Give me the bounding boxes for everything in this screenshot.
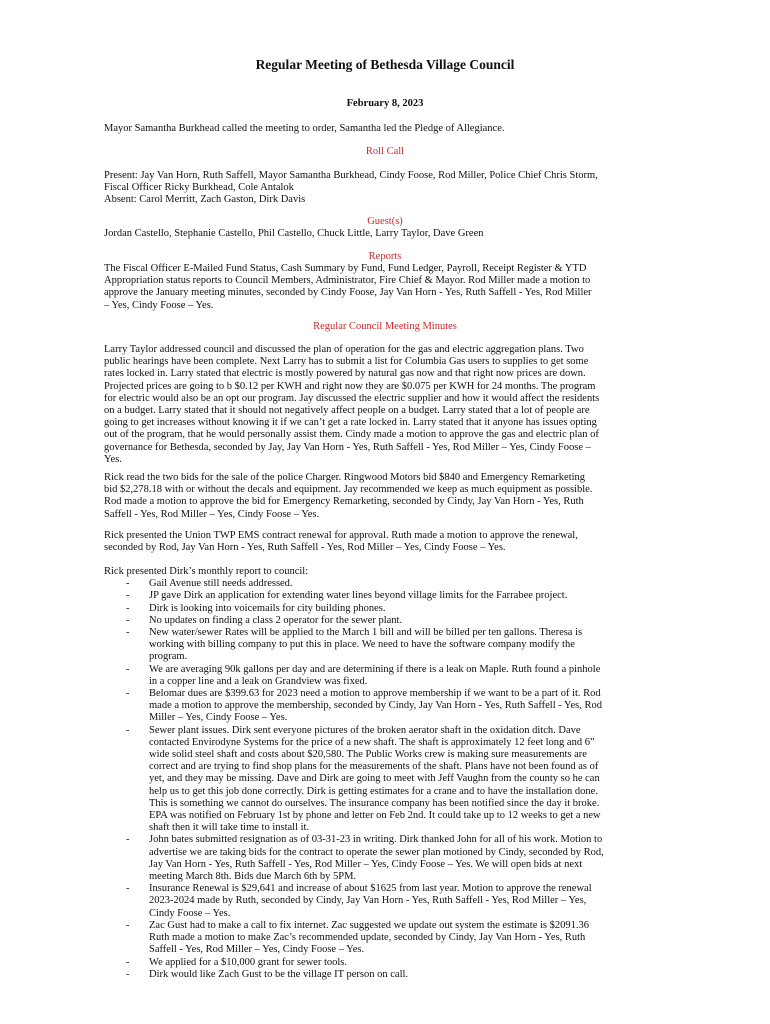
text-line: Present: Jay Van Horn, Ruth Saffell, Mayor Samantha Burkhead, Cindy Foose, Rod Miller, Police Chief Chris Storm, xyxy=(104,170,598,181)
text-line: wide solid steel shaft and costs about $20,580. The Public Works crew is making sure measurements are xyxy=(149,749,587,761)
list-item xyxy=(104,603,704,615)
guests-paragraph xyxy=(104,228,704,240)
text-line: No updates on finding a class 2 operator for the sewer plant. xyxy=(149,614,403,626)
dash-marker: - xyxy=(126,578,130,590)
text-line: approve the January meeting minutes, seconded by Cindy Foose, Jay Van Horn - Yes, Ruth Saffell - Yes, Rod Miller xyxy=(104,287,592,299)
text-line: Larry Taylor addressed council and discussed the plan of operation for the gas and electric aggregation plans. Two xyxy=(104,344,584,355)
rick-ems-paragraph xyxy=(104,530,704,554)
text-line: seconded by Rod, Jay Van Horn - Yes, Ruth Saffell - Yes, Rod Miller – Yes, Cindy Foose – Yes. xyxy=(104,542,506,554)
rick-bids-paragraph xyxy=(104,472,704,521)
text-line: rates locked in. Larry stated that electric is mostly powered by natural gas now and that right now prices are down. xyxy=(104,368,586,380)
text-line: Saffell - Yes, Rod Miller – Yes, Cindy Foose – Yes. xyxy=(149,944,365,956)
list-item xyxy=(104,688,704,725)
text-line: public hearings have been complete. Next Larry has to submit a list for Columbia Gas users to supplies to get some xyxy=(104,356,589,368)
opening-paragraph xyxy=(104,123,704,135)
text-line: Ruth made a motion to make Zac’s recommended update, seconded by Cindy, Jay Van Horn - Yes, Ruth xyxy=(149,932,586,944)
dirk-report xyxy=(104,566,704,981)
text-line: Belomar dues are $399.63 for 2023 need a motion to approve membership if we want to be a part of it. Rod xyxy=(149,688,601,700)
text-line: Fiscal Officer Ricky Burkhead, Cole Antalok xyxy=(104,182,294,194)
text-line: Projected prices are going to b $0.12 per KWH and right now they are $0.075 per KWH for 24 months. The program xyxy=(104,380,596,392)
section-heading-guests: Guest(s) xyxy=(367,216,403,227)
text-line: yet, and they may be missing. Dave and Dirk are going to meet with Jeff Vaughn from the county so he can xyxy=(149,773,600,785)
dash-marker: - xyxy=(126,883,130,895)
text-line: Jordan Castello, Stephanie Castello, Phil Castello, Chuck Little, Larry Taylor, Dave Green xyxy=(104,228,484,239)
text-line: We applied for a $10,000 grant for sewer tools. xyxy=(149,956,348,968)
text-line: Gail Avenue still needs addressed. xyxy=(149,578,293,590)
dash-marker: - xyxy=(126,688,130,700)
text-line: This is something we cannot do ourselves. The insurance company has been notified since the day it broke. xyxy=(149,797,600,809)
text-line: 2023-2024 made by Ruth, seconded by Cindy, Jay Van Horn - Yes, Ruth Saffell - Yes, Rod Miller – Yes, xyxy=(149,895,587,907)
section-heading-roll-call: Roll Call xyxy=(365,146,405,157)
list-item xyxy=(104,578,704,590)
text-line: Appropriation status reports to Council Members, Administrator, Fire Chief & Mayor. Rod Miller made a motion to xyxy=(104,275,591,287)
list-item xyxy=(104,834,704,883)
text-line: Dirk is looking into voicemails for city building phones. xyxy=(149,602,386,614)
list-item xyxy=(104,627,704,664)
text-line: JP gave Dirk an application for extending water lines beyond village limits for the Farrabee project. xyxy=(149,590,568,602)
text-line: Rick presented the Union TWP EMS contract renewal for approval. Ruth made a motion to approve the renewal, xyxy=(104,530,578,541)
dash-marker: - xyxy=(126,663,130,675)
dash-marker: - xyxy=(126,590,130,602)
text-line: going to get increases without knowing it if we can’t get a rate locked in. Larry stated that it anyone has issues opting xyxy=(104,417,597,429)
text-line: meeting March 8th. Bids due March 6th by 5PM. xyxy=(149,871,357,883)
larry-paragraph xyxy=(104,344,704,466)
text-line: Insurance Renewal is $29,641 and increase of about $1625 from last year. Motion to approve the renewal xyxy=(149,883,592,895)
text-line: Miller – Yes, Cindy Foose – Yes. xyxy=(149,712,288,724)
meeting-date: February 8, 2023 xyxy=(346,98,424,109)
text-line: made a motion to approve the membership, seconded by Cindy, Jay Van Horn - Yes, Ruth Saffell - Yes, Rod xyxy=(149,700,603,712)
text-line: Zac Gust had to make a call to fix internet. Zac suggested we update out system the estimate is $2091.36 xyxy=(149,919,590,931)
dash-marker: - xyxy=(126,627,130,639)
dash-marker: - xyxy=(126,834,130,846)
text-line: We are averaging 90k gallons per day and are determining if there is a leak on Maple. Ruth found a pinhole xyxy=(149,663,601,675)
text-line: on a budget. Larry stated that it should not negatively affect people on a budget. Larry stated that a lot of people are xyxy=(104,405,590,417)
dash-marker: - xyxy=(126,602,130,614)
text-line: Rick read the two bids for the sale of the police Charger. Ringwood Motors bid $840 and Emergency Remarketing xyxy=(104,472,586,483)
roll-call-paragraph xyxy=(104,170,704,207)
text-line: New water/sewer Rates will be applied to the March 1 bill and will be billed per ten gallons. Theresa is xyxy=(149,627,583,639)
text-line: John bates submitted resignation as of 03-31-23 in writing. Dirk thanked John for all of his work. Motion to xyxy=(149,834,603,846)
dash-marker: - xyxy=(126,968,130,980)
text-line: Absent: Carol Merritt, Zach Gaston, Dirk Davis xyxy=(104,194,306,206)
list-item xyxy=(104,969,704,981)
text-line: governance for Bethesda, seconded by Jay, Jay Van Horn - Yes, Ruth Saffell - Yes, Rod Miller – Yes, Cindy Foose – xyxy=(104,441,591,453)
section-heading-minutes: Regular Council Meeting Minutes xyxy=(313,321,457,332)
text-line: bid $2,278.18 with or without the decals and equipment. Jay recommended we keep as much equipment as possible. xyxy=(104,484,593,496)
text-line: Rod made a motion to approve the bid for Emergency Remarketing, seconded by Cindy, Jay Van Horn - Yes, Ruth xyxy=(104,496,584,508)
text-line: Yes. xyxy=(104,453,122,465)
text-line: working with billing company to put this in place. We need to have the software company modify the xyxy=(149,639,575,651)
text-line: for electric would also be an opt our program. Jay discussed the electric supplier and how it would affect the residents xyxy=(104,392,600,404)
list-item xyxy=(104,664,704,688)
section-heading-reports: Reports xyxy=(368,251,402,262)
text-line: Dirk would like Zach Gust to be the village IT person on call. xyxy=(149,968,409,980)
document-title: Regular Meeting of Bethesda Village Council xyxy=(255,57,515,72)
text-line: in a copper line and a leak on Grandview was fixed. xyxy=(149,675,368,687)
reports-paragraph xyxy=(104,263,704,312)
text-line: advertise we are taking bids for the contract to operate the sewer plan motioned by Cindy, seconded by Rod, xyxy=(149,846,604,858)
text-line: Saffell - Yes, Rod Miller – Yes, Cindy Foose – Yes. xyxy=(104,508,320,520)
list-item xyxy=(104,883,704,920)
text-line: – Yes, Cindy Foose – Yes. xyxy=(104,299,214,311)
dash-marker: - xyxy=(126,614,130,626)
text-line: correct and are trying to find shop plans for the measurements of the shaft. Plans have not been found as of xyxy=(149,761,599,773)
text-line: The Fiscal Officer E-Mailed Fund Status, Cash Summary by Fund, Fund Ledger, Payroll, Receipt Register & YTD xyxy=(104,263,587,274)
text-line: Mayor Samantha Burkhead called the meeting to order, Samantha led the Pledge of Allegiance. xyxy=(104,123,505,134)
text-line: out of the program, that he would personally assist them. Cindy made a motion to approve the gas and electric plan of xyxy=(104,429,599,441)
dash-marker: - xyxy=(126,724,130,736)
text-line: help us to get this job done correctly. Dirk is getting estimates for a crane and to have the installation done. xyxy=(149,785,598,797)
text-line: EPA was notified on February 1st by phone and letter on Feb 2nd. It could take up to 12 weeks to get a new xyxy=(149,810,601,822)
text-line: contacted Envirodyne Systems for the price of a new shaft. The shaft is approximately 12 feet long and 6” xyxy=(149,736,595,748)
text-line: Jay Van Horn - Yes, Ruth Saffell - Yes, Rod Miller – Yes, Cindy Foose – Yes. We will open bids at next xyxy=(149,858,583,870)
list-item xyxy=(104,920,704,957)
text-line: Cindy Foose – Yes. xyxy=(149,907,231,919)
report-list xyxy=(104,578,704,981)
list-item xyxy=(104,725,704,835)
dash-marker: - xyxy=(126,919,130,931)
list-item xyxy=(104,957,704,969)
report-intro: Rick presented Dirk’s monthly report to council: xyxy=(104,566,309,577)
text-line: program. xyxy=(149,651,188,663)
list-item xyxy=(104,615,704,627)
dash-marker: - xyxy=(126,956,130,968)
list-item xyxy=(104,590,704,602)
text-line: shaft then it will take time to install it. xyxy=(149,822,310,834)
text-line: Sewer plant issues. Dirk sent everyone pictures of the broken aerator shaft in the oxidation ditch. Dave xyxy=(149,724,581,736)
